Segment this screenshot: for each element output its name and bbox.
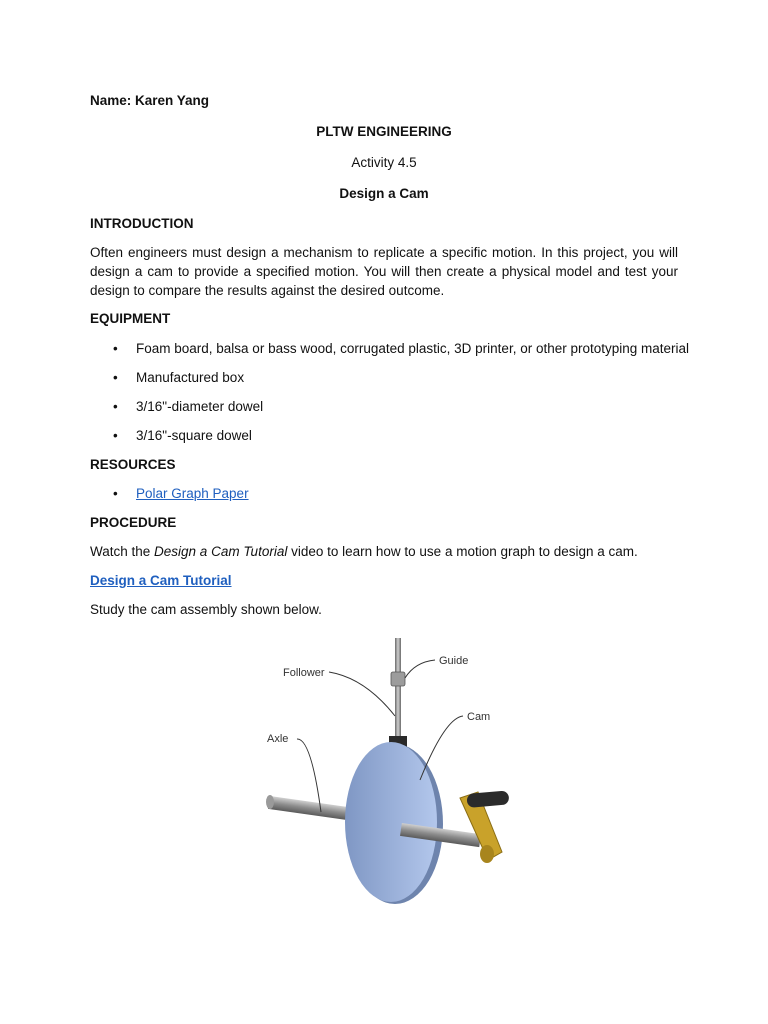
design-cam-tutorial-link[interactable]: Design a Cam Tutorial <box>90 573 232 588</box>
list-item: Manufactured box <box>136 370 245 385</box>
label-axle: Axle <box>267 733 289 745</box>
procedure-watch-text <box>90 543 638 562</box>
introduction-heading: INTRODUCTION <box>90 216 194 231</box>
bullet-icon: • <box>113 370 118 385</box>
list-item: 3/16"-square dowel <box>136 428 252 443</box>
guide-block <box>391 672 405 686</box>
cam-assembly-figure <box>255 632 535 917</box>
procedure-heading: PROCEDURE <box>90 515 177 530</box>
study-text: Study the cam assembly shown below. <box>90 602 322 617</box>
equipment-heading: EQUIPMENT <box>90 311 171 326</box>
watch-italic-title: Design a Cam Tutorial <box>154 544 288 559</box>
bullet-icon: • <box>113 399 118 414</box>
cam-disc <box>345 742 443 904</box>
watch-prefix: Watch the <box>90 544 155 559</box>
polar-graph-paper-link[interactable]: Polar Graph Paper <box>136 486 249 501</box>
crank-handle <box>460 790 509 863</box>
follower-rod <box>395 638 401 738</box>
document-title: Design a Cam <box>339 186 429 201</box>
list-item: Foam board, balsa or bass wood, corrugated plastic, 3D printer, or other prototyping material <box>136 341 690 356</box>
label-follower: Follower <box>283 667 325 679</box>
watch-suffix: video to learn how to use a motion graph to design a cam. <box>287 544 638 559</box>
org-title: PLTW ENGINEERING <box>316 124 452 139</box>
introduction-text: Often engineers must design a mechanism to replicate a specific motion. In this project, you will design a cam to provide a specified motion. You will then create a physical model and test your design to compare the results against the desired outcome. <box>90 245 678 298</box>
bullet-icon: • <box>113 486 118 501</box>
bullet-icon: • <box>113 341 118 356</box>
list-item: 3/16"-diameter dowel <box>136 399 264 414</box>
resources-heading: RESOURCES <box>90 457 176 472</box>
activity-number: Activity 4.5 <box>351 155 417 170</box>
student-name: Name: Karen Yang <box>90 93 210 108</box>
label-guide: Guide <box>439 655 469 667</box>
label-cam: Cam <box>467 711 491 723</box>
bullet-icon: • <box>113 428 118 443</box>
